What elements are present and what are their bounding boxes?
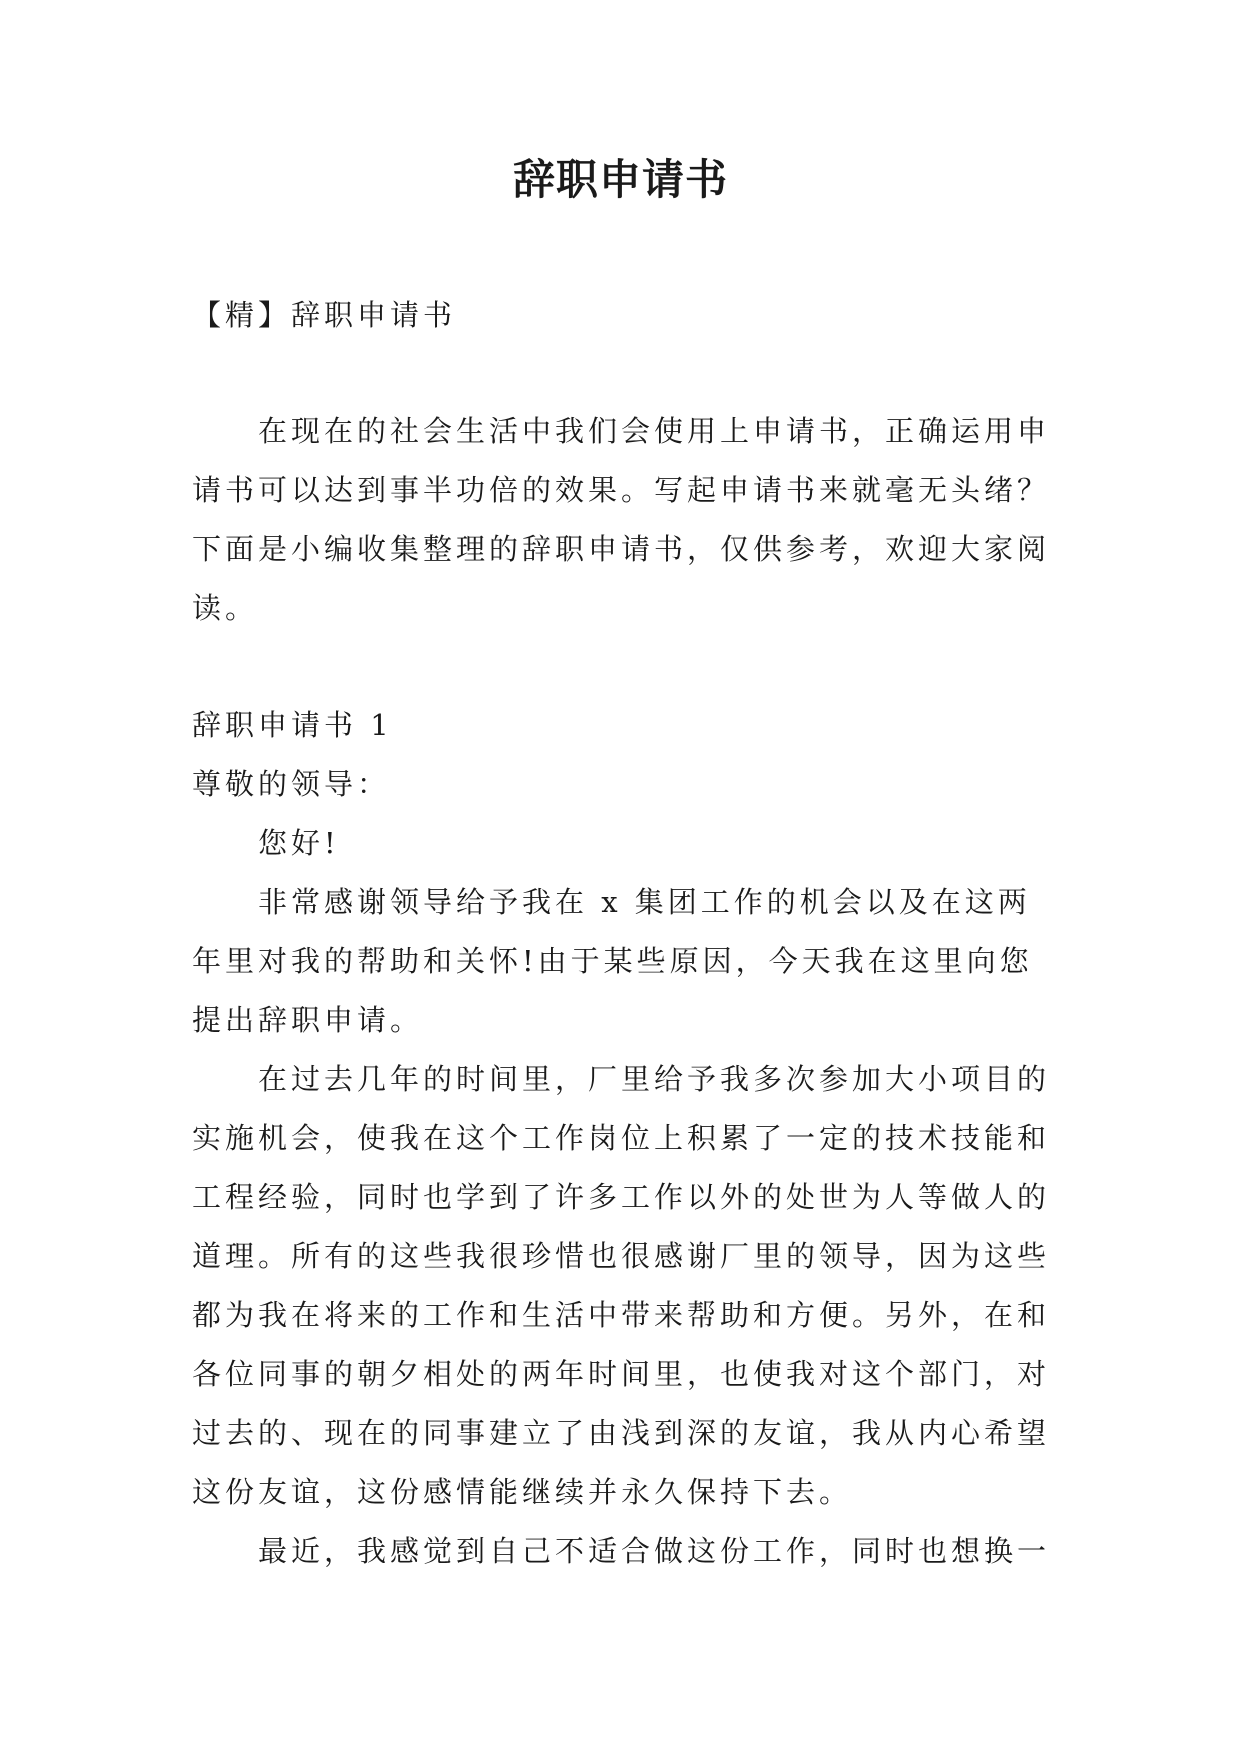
intro-paragraph: 在现在的社会生活中我们会使用上申请书，正确运用申请书可以达到事半功倍的效果。写起申请书来就毫无头绪？下面是小编收集整理的辞职申请书，仅供参考，欢迎大家阅读。 xyxy=(192,414,1051,625)
letter-paragraph: 在过去几年的时间里，厂里给予我多次参加大小项目的实施机会，使我在这个工作岗位上积累了一定的技术技能和工程经验，同时也学到了许多工作以外的处世为人等做人的道理。所有的这些我很珍惜也很感谢厂里的领导，因为这些都为我在将来的工作和生活中带来帮助和方便。另外，在和各位同事的朝夕相处的两年时间里，也使我对这个部门，对过去的、现在的同事建立了由浅到深的友谊，我从内心希望这份友谊，这份感情能继续并永久保持下去。 xyxy=(192,1062,1051,1509)
letter-paragraph: 非常感谢领导给予我在 x 集团工作的机会以及在这两年里对我的帮助和关怀!由于某些原因，今天我在这里向您提出辞职申请。 xyxy=(192,885,1033,1037)
letter-heading: 辞职申请书 1 xyxy=(192,708,393,742)
resignation-letter xyxy=(192,696,1052,1581)
letter-salutation: 尊敬的领导： xyxy=(192,767,391,801)
letter-greeting: 您好! xyxy=(258,826,340,860)
document-subtitle: 【精】辞职申请书 xyxy=(192,298,457,332)
letter-paragraph: 最近，我感觉到自己不适合做这份工作，同时也想换一 xyxy=(258,1534,1051,1568)
document-title: 辞职申请书 xyxy=(512,155,728,204)
